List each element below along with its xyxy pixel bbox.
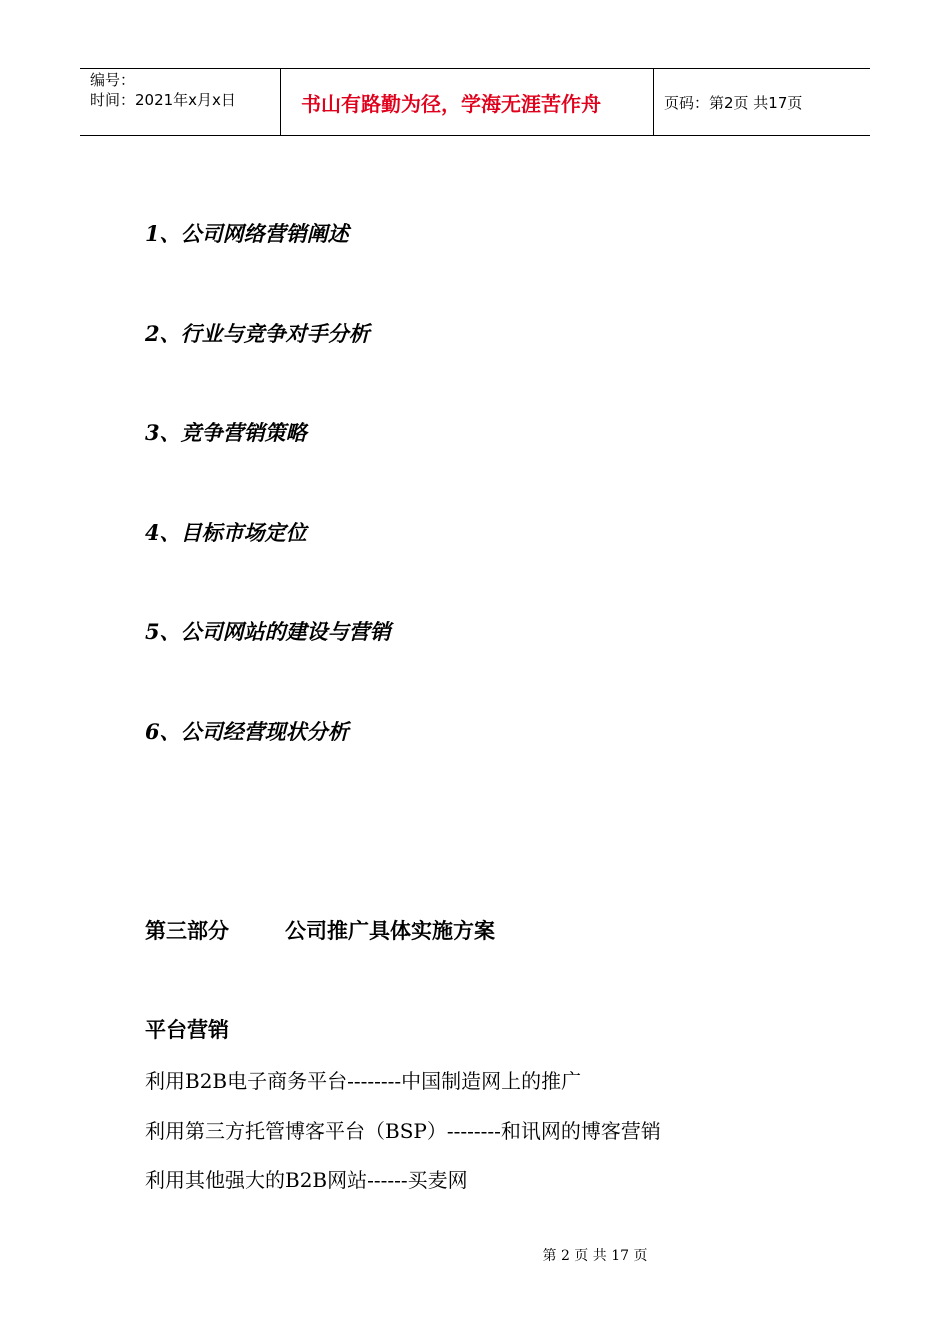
section-part-label: 第三部分 (145, 919, 229, 943)
toc-item: 4、目标市场定位 (145, 520, 307, 545)
header-page-cell (654, 69, 870, 135)
header-page-number: 页码：第2页 共17页 (664, 94, 803, 112)
document-date-label: 时间：2021年x月x日 (90, 91, 236, 109)
header-motto-cell (281, 69, 654, 135)
toc-item: 3、竞争营销策略 (145, 420, 307, 445)
section-title: 公司推广具体实施方案 (285, 919, 495, 943)
toc-item: 6、公司经营现状分析 (145, 719, 349, 744)
toc-item: 1、公司网络营销阐述 (145, 221, 349, 246)
page-footer: 第 2 页 共 17 页 (542, 1248, 648, 1264)
page-header (80, 68, 870, 136)
header-meta-cell (80, 69, 281, 135)
document-number-label: 编号： (90, 71, 136, 89)
toc-item: 2、行业与竞争对手分析 (145, 321, 370, 346)
platform-line: 利用B2B电子商务平台--------中国制造网上的推广 (145, 1069, 582, 1093)
platform-line: 利用其他强大的B2B网站------买麦网 (145, 1168, 468, 1192)
section-heading (145, 916, 495, 946)
toc-item: 5、公司网站的建设与营销 (145, 619, 391, 644)
platform-line: 利用第三方托管博客平台（BSP）--------和讯网的博客营销 (145, 1119, 661, 1143)
platform-heading: 平台营销 (145, 1018, 229, 1042)
header-motto: 书山有路勤为径，学海无涯苦作舟 (301, 92, 601, 116)
